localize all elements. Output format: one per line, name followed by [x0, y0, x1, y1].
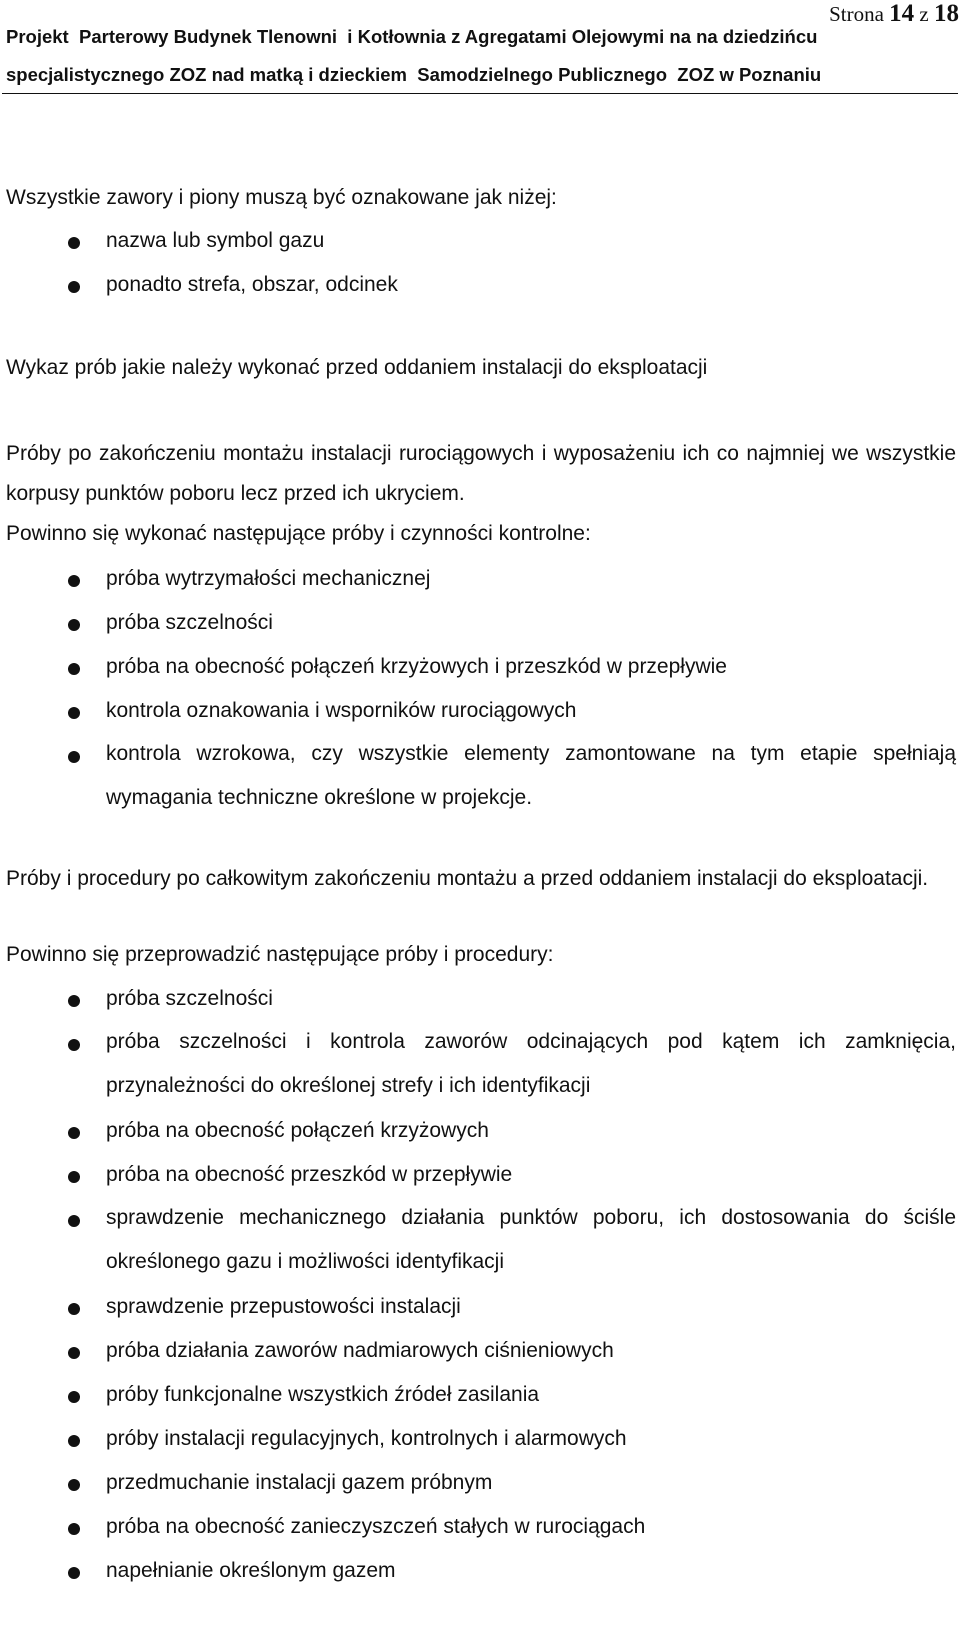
- bullet: [68, 1523, 80, 1535]
- bullet: [68, 1567, 80, 1579]
- bullet: [68, 1435, 80, 1447]
- page-total: 18: [934, 0, 959, 27]
- paragraph-final-tests: Próby i procedury po całkowitym zakończeniu montażu a przed oddaniem instalacji do eksploatacji.: [6, 867, 929, 890]
- list-item: sprawdzenie przepustowości instalacji: [106, 1295, 461, 1318]
- bullet: [68, 1391, 80, 1403]
- bullet: [68, 663, 80, 675]
- list-item: próba na obecność połączeń krzyżowych: [106, 1119, 489, 1142]
- list-item: próba na obecność zanieczyszczeń stałych w rurociągach: [106, 1515, 646, 1538]
- bullet: [68, 1303, 80, 1315]
- bullet: [68, 707, 80, 719]
- list-item: kontrola wzrokowa, czy wszystkie elementy zamontowane na tym etapie spełniają wymagania techniczne określone w projekcje.: [106, 742, 956, 809]
- header-project-title: Projekt Parterowy Budynek Tlenowni i Kotłownia z Agregatami Olejowymi na na dziedzińcu: [6, 26, 818, 47]
- list-item: próba szczelności: [106, 987, 273, 1010]
- bullet: [68, 1171, 80, 1183]
- bullet: [68, 237, 80, 249]
- page-current: 14: [889, 0, 915, 27]
- bullet: [68, 995, 80, 1007]
- bullet: [68, 1215, 80, 1227]
- page-separator: z: [919, 2, 929, 26]
- paragraph-procedures-intro: Powinno się przeprowadzić następujące próby i procedury:: [6, 943, 554, 966]
- bullet: [68, 751, 80, 763]
- page-label: Strona: [829, 2, 884, 26]
- list-item: przedmuchanie instalacji gazem próbnym: [106, 1471, 493, 1494]
- header-project-subtitle: specjalistycznego ZOZ nad matką i dzieckiem Samodzielnego Publicznego ZOZ w Poznaniu: [6, 64, 822, 85]
- bullet: [68, 1347, 80, 1359]
- list-item: próby instalacji regulacyjnych, kontrolnych i alarmowych: [106, 1427, 627, 1450]
- paragraph-tests-list-title: Wykaz prób jakie należy wykonać przed oddaniem instalacji do eksploatacji: [6, 356, 708, 379]
- list-item: próba działania zaworów nadmiarowych ciśnieniowych: [106, 1339, 614, 1362]
- bullet: [68, 281, 80, 293]
- list-item: kontrola oznakowania i wsporników rurociągowych: [106, 699, 577, 722]
- paragraph-valve-marking: Wszystkie zawory i piony muszą być oznakowane jak niżej:: [6, 186, 557, 209]
- paragraph-tests-intro: Powinno się wykonać następujące próby i czynności kontrolne:: [6, 522, 591, 545]
- list-item: próby funkcjonalne wszystkich źródeł zasilania: [106, 1383, 540, 1406]
- list-item: próba na obecność przeszkód w przepływie: [106, 1163, 513, 1186]
- list-item: próba na obecność połączeń krzyżowych i przeszkód w przepływie: [106, 655, 727, 678]
- list-item: próba szczelności i kontrola zaworów odcinających pod kątem ich zamknięcia, przynależności do określonej strefy i ich identyfikacji: [106, 1030, 956, 1097]
- list-item: sprawdzenie mechanicznego działania punktów poboru, ich dostosowania do ściśle określonego gazu i możliwości identyfikacji: [106, 1206, 956, 1273]
- bullet: [68, 1127, 80, 1139]
- bullet: [68, 1479, 80, 1491]
- list-item: nazwa lub symbol gazu: [106, 229, 325, 252]
- bullet: [68, 619, 80, 631]
- list-item: napełnianie określonym gazem: [106, 1559, 396, 1582]
- document-body: [6, 0, 956, 1632]
- bullet: [68, 1039, 80, 1051]
- paragraph-tests-after-assembly: Próby po zakończeniu montażu instalacji rurociągowych i wyposażeniu ich co najmniej we wszystkie korpusy punktów poboru lecz przed ich ukryciem.: [6, 442, 956, 505]
- list-item: próba wytrzymałości mechanicznej: [106, 567, 431, 590]
- list-item: próba szczelności: [106, 611, 273, 634]
- bullet: [68, 575, 80, 587]
- list-item: ponadto strefa, obszar, odcinek: [106, 273, 398, 296]
